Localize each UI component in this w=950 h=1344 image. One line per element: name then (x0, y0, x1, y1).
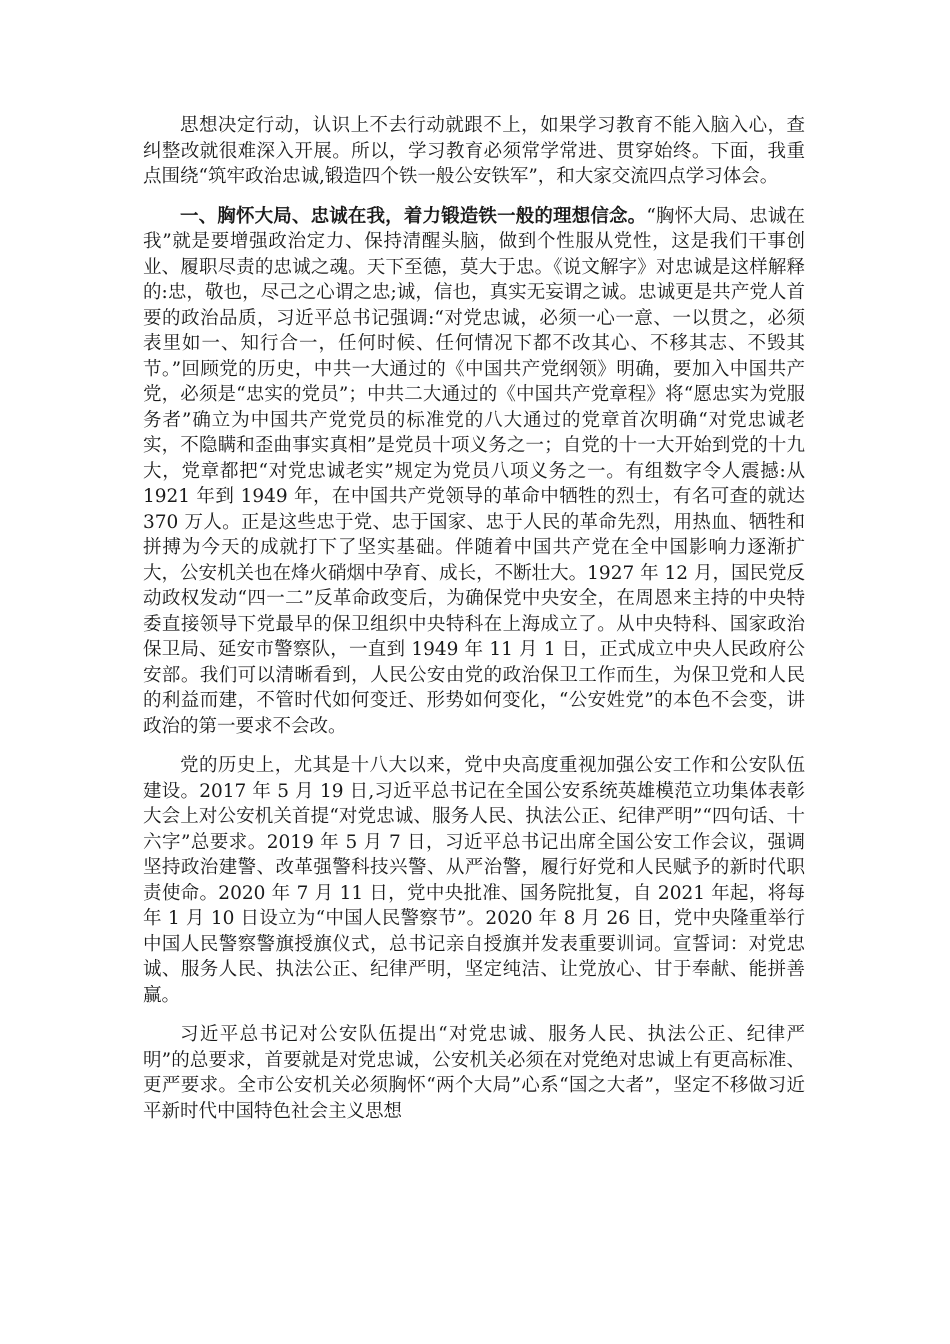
paragraph-intro (143, 113, 805, 190)
paragraph-text: 习近平总书记对公安队伍提出“对党忠诚、服务人民、执法公正、纪律严明”的总要求，首要就是对党忠诚，公安机关必须在对党绝对忠诚上有更高标准、更严要求。全市公安机关必须胸怀“两个大局”心系“国之大者”，坚定不移做习近平新时代中国特色社会主义思想 (143, 1024, 805, 1122)
section-heading: 一、胸怀大局、忠诚在我，着力锻造铁一般的理想信念。 (180, 205, 647, 227)
paragraph-party-history (143, 753, 805, 1008)
paragraph-text: 党的历史上，尤其是十八大以来，党中央高度重视加强公安工作和公安队伍建设。2017 年 5 月 19 日,习近平总书记在全国公安系统英雄模范立功集体表彰大会上对公安机关首提“对党忠诚、服务人民、执法公正、纪律严明”“四句话、十六字”总要求。2019 年 5 月 7 日，习近平总书记出席全国公安工作会议，强调坚持政治建警、改革强警科技兴警、从严治警，履行好党和人民赋予的新时代职责使命。2020 年 7 月 11 日，党中央批准、国务院批复，自 2021 年起，将每年 1 月 10 日设立为“中国人民警察节”。2020 年 8 月 26 日，党中央隆重举行中国人民警察警旗授旗仪式，总书记亲自授旗并发表重要训词。宣誓词：对党忠诚、服务人民、执法公正、纪律严明，坚定纯洁、让党放心、甘于奉献、能拼善赢。 (143, 755, 805, 1006)
paragraph-text: “胸怀大局、忠诚在我”就是要增强政治定力、保持清醒头脑，做到个性服从党性，这是我们干事创业、履职尽责的忠诚之魂。天下至德，莫大于忠。《说文解字》对忠诚是这样解释的:忠，敬也，尽己之心谓之忠;诚，信也，真实无妄谓之诚。忠诚更是共产党人首要的政治品质，习近平总书记强调:“对党忠诚，必须一心一意、一以贯之，必须表里如一、知行合一，任何时候、任何情况下都不改其心、不移其志、不毁其节。”回顾党的历史，中共一大通过的《中国共产党纲领》明确，要加入中国共产党，必须是“忠实的党员”；中共二大通过的《中国共产党章程》将“愿忠实为党服务者”确立为中国共产党党员的标准党的八大通过的党章首次明确“对党忠诚老实，不隐瞒和歪曲事实真相”是党员十项义务之一；自党的十一大开始到党的十九大，党章都把“对党忠诚老实”规定为党员八项义务之一。有组数字令人震撼:从 1921 年到 1949 年，在中国共产党领导的革命中牺牲的烈士，有名可查的就达 370 万人。正是这些忠于党、忠于国家、忠于人民的革命先烈，用热血、牺牲和拼搏为今天的成就打下了坚实基础。伴随着中国共产党在全中国影响力逐渐扩大，公安机关也在烽火硝烟中孕育、成长，不断壮大。1927 年 12 月，国民党反动政权发动“四一二”反革命政变后，为确保党中央安全，在周恩来主持的中央特委直接领导下党最早的保卫组织中央特科在上海成立了。从中央特科、国家政治保卫局、延安市警察队，一直到 1949 年 11 月 1 日，正式成立中央人民政府公安部。我们可以清晰看到，人民公安由党的政治保卫工作而生，为保卫党和人民的利益而建，不管时代如何变迁、形势如何变化，“公安姓党”的本色不会变，讲政治的第一要求不会改。 (143, 205, 805, 737)
paragraph-text: 思想决定行动，认识上不去行动就跟不上，如果学习教育不能入脑入心，查纠整改就很难深入开展。所以，学习教育必须常学常进、贯穿始终。下面，我重点围绕“筑牢政治忠诚,锻造四个铁一般公安铁军”，和大家交流四点学习体会。 (143, 115, 805, 187)
document-body (143, 113, 805, 1138)
paragraph-section-one (143, 204, 805, 740)
paragraph-requirements (143, 1022, 805, 1124)
